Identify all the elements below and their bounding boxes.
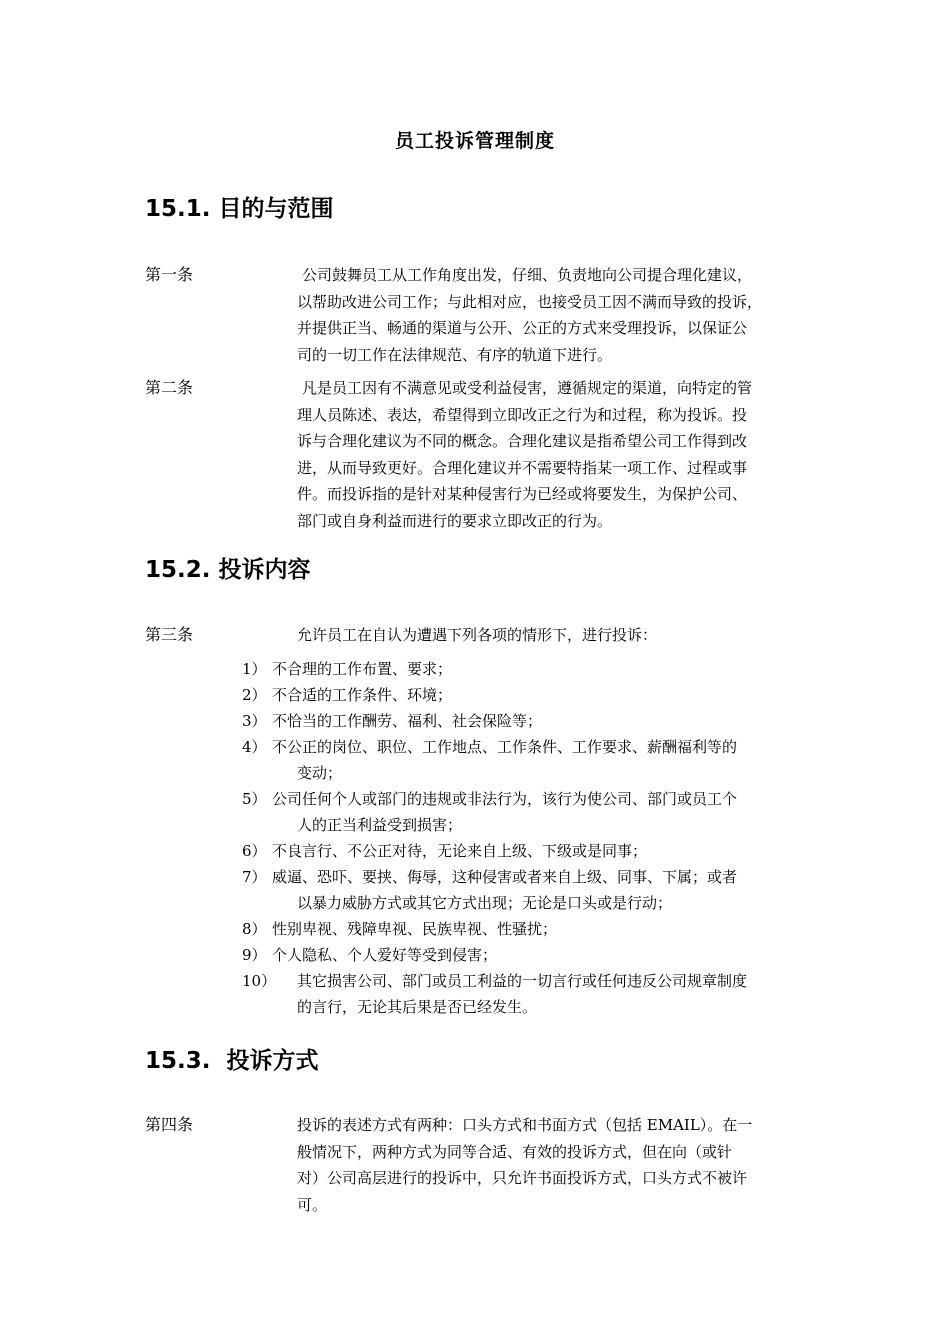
article-line: 对）公司高层进行的投诉中，只允许书面投诉方式，口头方式不被许 [297,1169,748,1187]
list-item [242,864,802,916]
section-heading-15-1 [145,190,334,223]
list-item [242,968,802,1020]
item-text: 不恰当的工作酬劳、福利、社会保险等； [272,712,543,730]
list-item [242,656,802,682]
list-item [242,708,802,734]
article-line: 部门或自身利益而进行的要求立即改正的行为。 [297,511,613,530]
article-line: 进，从而导致更好。合理化建议并不需要特指某一项工作、过程或事 [297,458,748,477]
item-number: 4） [242,738,267,756]
item-text: 不合理的工作布置、要求； [272,660,453,678]
article-line: 诉与合理化建议为不同的概念。合理化建议是指希望公司工作得到改 [297,432,748,450]
article-label: 第四条 [145,1115,194,1134]
article-line: 司的一切工作在法律规范、有序的轨道下进行。 [297,345,613,364]
item-number: 7） [242,868,267,886]
item-number: 8） [242,920,267,938]
article-3 [145,622,820,649]
item-number: 10） [242,972,277,990]
article-label: 第三条 [145,625,194,644]
item-text: 性别卑视、残障卑视、民族卑视、性骚扰； [272,920,558,938]
item-text: 公司任何个人或部门的违规或非法行为，该行为使公司、部门或员工个 [272,790,738,808]
list-item [242,942,802,968]
item-text: 不公正的岗位、职位、工作地点、工作条件、工作要求、薪酬福利等的 [272,738,738,756]
list-item [242,734,802,786]
article-label: 第一条 [145,265,194,284]
item-number: 3） [242,712,267,730]
item-text-continued: 人的正当利益受到损害； [297,816,463,834]
list-item [242,838,802,864]
section-title: 投诉内容 [218,557,311,583]
article-2 [145,375,820,534]
document-title: 员工投诉管理制度 [394,130,555,152]
item-text: 威逼、恐吓、要挟、侮辱，这种侵害或者来自上级、同事、下属；或者 [272,868,738,886]
item-number: 9） [242,946,267,964]
article-line: 并提供正当、畅通的渠道与公开、公正的方式来受理投诉，以保证公 [297,319,748,337]
section-heading-15-3 [145,1042,319,1075]
item-text: 个人隐私、个人爱好等受到侵害； [272,946,498,964]
item-text: 不良言行、不公正对待，无论来自上级、下级或是同事； [272,842,648,860]
section-number: 15.3. [145,1048,211,1074]
article-4 [145,1112,820,1218]
list-item [242,916,802,942]
item-number: 2） [242,686,267,704]
article-line: 公司鼓舞员工从工作角度出发，仔细、负责地向公司提合理化建议， [302,266,753,284]
article-line: 可。 [297,1195,328,1214]
list-item [242,786,802,838]
article-label: 第二条 [145,378,194,397]
section-title: 目的与范围 [218,196,334,222]
item-text-continued: 以暴力威胁方式或其它方式出现；无论是口头或是行动； [297,894,673,912]
section-title: 投诉方式 [226,1048,319,1074]
section-heading-15-2 [145,551,311,584]
article-line: 般情况下，两种方式为同等合适、有效的投诉方式，但在向（或针 [297,1142,733,1161]
article-1 [145,262,820,368]
section-number: 15.1. [145,196,211,222]
article-line: 投诉的表述方式有两种：口头方式和书面方式（包括 EMAIL）。在一 [297,1116,753,1134]
item-text-continued: 变动； [297,764,343,782]
item-number: 6） [242,842,267,860]
article-line: 理人员陈述、表达，希望得到立即改正之行为和过程，称为投诉。投 [297,405,748,424]
article-line: 允许员工在自认为遭遇下列各项的情形下，进行投诉： [297,626,658,644]
article-line: 以帮助改进公司工作；与此相对应，也接受员工因不满而导致的投诉， [297,292,763,311]
list-item [242,682,802,708]
article-line: 凡是员工因有不满意见或受利益侵害，遵循规定的渠道，向特定的管 [302,379,753,397]
section-number: 15.2. [145,557,211,583]
item-number: 1） [242,660,267,678]
complaint-item-list [242,656,802,1020]
item-number: 5） [242,790,267,808]
item-text: 不合适的工作条件、环境； [272,686,453,704]
item-text-continued: 的言行，无论其后果是否已经发生。 [297,998,538,1016]
article-line: 件。而投诉指的是针对某种侵害行为已经或将要发生，为保护公司、 [297,485,748,503]
item-text: 其它损害公司、部门或员工利益的一切言行或任何违反公司规章制度 [297,972,748,990]
